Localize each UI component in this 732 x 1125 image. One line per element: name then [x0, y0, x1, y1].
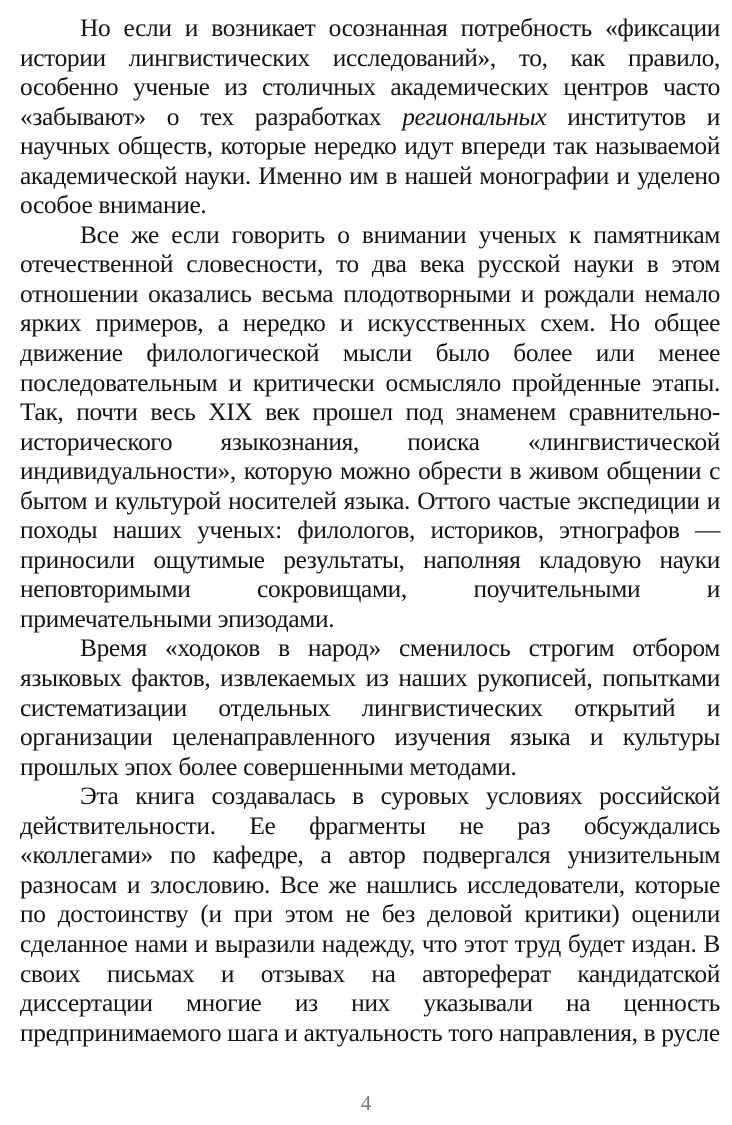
paragraph-1-italic-word: региональных — [402, 102, 547, 131]
page-number: 4 — [360, 1091, 372, 1115]
paragraph-3: Время «ходоков в народ» сменилось строгим отбором языковых фактов, извлекаемых из наших рукописей, попытками систематизации отдельных лингвистических открытий и организации целенаправленного изучения языка и культуры прошлых эпох более совершенными методами. — [20, 634, 720, 781]
paragraph-4: Эта книга создавалась в суровых условиях российской действительности. Ее фрагменты не раз обсуждались «коллегами» по кафедре, а автор подвергался унизительным разносам и злословию. Все же нашлись исследователи, которые по достоинству (и при этом не без деловой критики) оценили сделанное нами и выразили надежду, что этот труд будет издан. В своих письмах и отзывах на автореферат кандидатской диссертации многие из них указывали на ценность предпринимаемого шага и актуальность того направления, в русле — [20, 782, 720, 1047]
paragraph-1 — [20, 14, 720, 221]
paragraph-2: Все же если говорить о внимании ученых к памятникам отечественной словесности, то два века русской науки в этом отношении оказались весьма плодотворными и рождали немало ярких примеров, а нередко и искусственных схем. Но общее движение филологической мысли было более или менее последовательным и критически осмысляло пройденные этапы. Так, почти весь XIX век прошел под знаменем сравнительно-исторического языкознания, поиска «лингвистической индивидуальности», которую можно обрести в живом общении с бытом и культурой носителей языка. Оттого частые экспедиции и походы наших ученых: филологов, историков, этнографов — приносили ощутимые результаты, наполняя кладовую науки неповторимыми сокровищами, поучительными и примечательными эпизодами. — [20, 220, 720, 633]
paragraph-1-text-start: Но если и возникает осознанная потребность «фиксации истории лингвистических исследований», то, как правило, особенно ученые из столичных академических центров часто «забывают» о тех разработках — [20, 14, 720, 131]
paragraph-1-text-end: институтов и научных обществ, которые нередко идут впереди так называемой академической науки. Именно им в нашей монографии и уделено особое внимание. — [20, 102, 720, 220]
page-body — [20, 14, 720, 1048]
